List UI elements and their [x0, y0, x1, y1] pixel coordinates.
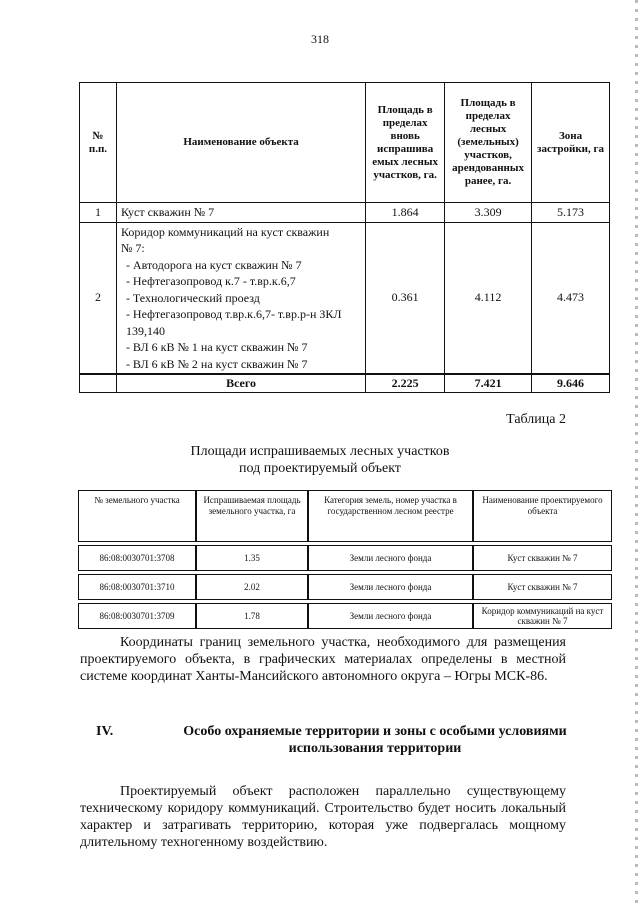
description-paragraph — [80, 783, 566, 851]
header-name: Наименование объекта — [116, 83, 365, 203]
coordinates-paragraph — [80, 634, 566, 685]
plot-area: 1.35 — [196, 545, 308, 571]
object-line: - Технологический проезд — [125, 290, 260, 305]
row-name — [116, 222, 365, 374]
object-line: - ВЛ 6 кВ № 2 на куст скважин № 7 — [125, 356, 308, 371]
total-area-new: 2.225 — [366, 374, 445, 393]
table-label: Таблица 2 — [506, 412, 566, 427]
plot-number: 86:08:0030701:3708 — [78, 545, 196, 571]
plot-area: 2.02 — [196, 574, 308, 600]
row-area-new: 0.361 — [366, 222, 445, 374]
plot-category: Земли лесного фонда — [308, 603, 473, 629]
total-label: Всего — [116, 374, 365, 393]
header-area-new: Площадь в пределах вновь испрашива емых лесных участков, га. — [366, 83, 445, 203]
header-num: № п.п. — [80, 83, 117, 203]
header-plot: № земельного участка — [78, 490, 196, 542]
row-num: 2 — [80, 222, 117, 374]
total-num — [80, 374, 117, 393]
object-line: - Нефтегазопровод к.7 - т.вр.к.6,7 — [125, 274, 296, 288]
header-area: Испрашиваемая площадь земельного участка, га — [196, 490, 308, 542]
header-zone: Зона застройки, га — [532, 83, 610, 203]
row-area-new: 1.864 — [366, 203, 445, 223]
object-line: Куст скважин № 7 — [120, 205, 215, 219]
forest-plots-table — [78, 490, 612, 629]
table-title-line: Площади испрашиваемых лесных участков — [190, 444, 450, 459]
plot-object: Куст скважин № 7 — [473, 574, 612, 600]
table-header-row — [80, 83, 610, 203]
page-number: 318 — [311, 32, 329, 46]
object-line: - Автодорога на куст скважин № 7 — [125, 257, 302, 272]
table-header-row — [78, 490, 612, 542]
plot-number: 86:08:0030701:3710 — [78, 574, 196, 600]
section-title: Особо охраняемые территории и зоны с особыми условиями использования территории — [183, 724, 567, 756]
table-row — [78, 574, 612, 600]
header-object: Наименование проектируемого объекта — [473, 490, 612, 542]
row-zone: 4.473 — [532, 222, 610, 374]
row-name — [116, 203, 365, 223]
total-row — [80, 374, 610, 393]
coordinates-text: Координаты границ земельного участка, необходимого для размещения проектируемого объекта, в графических материалах определены в местной системе координат Ханты-Мансийского автономного округа – Югры МСК-86. — [80, 635, 566, 684]
section-heading — [80, 723, 580, 757]
row-area-leased: 4.112 — [445, 222, 532, 374]
total-zone: 9.646 — [532, 374, 610, 393]
plot-area: 1.78 — [196, 603, 308, 629]
plot-object: Коридор коммуникаций на куст скважин № 7 — [473, 603, 612, 629]
objects-area-table — [79, 82, 610, 393]
table-title — [0, 443, 640, 477]
plot-number: 86:08:0030701:3709 — [78, 603, 196, 629]
plot-category: Земли лесного фонда — [308, 574, 473, 600]
object-line: 139,140 — [125, 323, 165, 338]
plot-object: Куст скважин № 7 — [473, 545, 612, 571]
row-zone: 5.173 — [532, 203, 610, 223]
header-category: Категория земель, номер участка в государственном лесном реестре — [308, 490, 473, 542]
total-area-leased: 7.421 — [445, 374, 532, 393]
table-row — [80, 222, 610, 374]
row-area-leased: 3.309 — [445, 203, 532, 223]
object-line: № 7: — [120, 241, 145, 255]
object-line: - Нефтегазопровод т.вр.к.6,7- т.вр.р-н ЗКЛ — [125, 307, 342, 321]
table-row — [78, 545, 612, 571]
plot-category: Земли лесного фонда — [308, 545, 473, 571]
table-row — [80, 203, 610, 223]
description-text: Проектируемый объект расположен параллельно существующему техническому коридору коммуникаций. Строительство будет носить локальный характер и затрагивать территорию, которая уже подвергалась мощному длительному техногенному воздействию. — [80, 784, 566, 850]
table-title-line: под проектируемый объект — [239, 461, 401, 476]
section-number: IV. — [96, 724, 114, 739]
header-area-leased: Площадь в пределах лесных (земельных) участков, арендованных ранее, га. — [445, 83, 532, 203]
object-line: Коридор коммуникаций на куст скважин — [120, 224, 330, 239]
table-row — [78, 603, 612, 629]
object-line: - ВЛ 6 кВ № 1 на куст скважин № 7 — [125, 340, 308, 354]
row-num: 1 — [80, 203, 117, 223]
